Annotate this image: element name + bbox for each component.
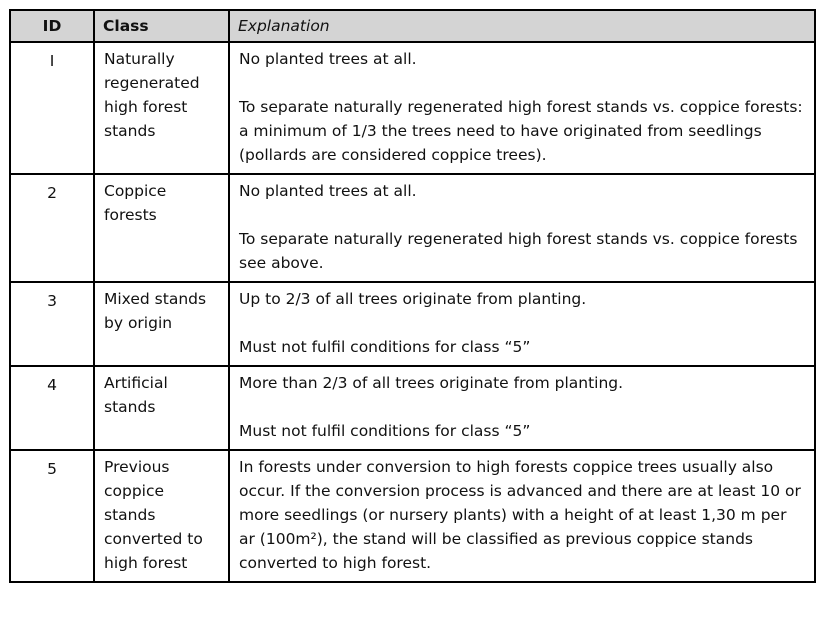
row-id: 5 [10,450,94,582]
row-class [94,366,229,450]
class-line: Mixed stands [104,290,207,308]
class-line: stands [104,506,156,524]
explanation-paragraph: More than 2/3 of all trees originate from planting. [239,374,624,392]
row-class [94,450,229,582]
class-line: high forest [104,554,188,572]
table-row [10,174,815,282]
class-line: stands [104,122,156,140]
row-class [94,174,229,282]
table-row [10,282,815,366]
row-id: I [10,42,94,174]
class-line: coppice [104,482,165,500]
class-line: Previous [104,458,170,476]
class-line: converted to [104,530,203,548]
row-explanation [229,174,815,282]
row-id: 2 [10,174,94,282]
class-line: Naturally [104,50,175,68]
row-id: 4 [10,366,94,450]
class-line: forests [104,206,157,224]
row-class [94,282,229,366]
header-class: Class [94,10,229,42]
row-explanation [229,42,815,174]
explanation-paragraph: To separate naturally regenerated high forest stands vs. coppice forests: a minimum of 1/3 the trees need to have originated from seedlings (pollards are considered coppice trees). [239,98,803,164]
class-line: high forest [104,98,188,116]
explanation-paragraph: Must not fulfil conditions for class “5” [239,422,531,440]
class-line: Coppice [104,182,167,200]
explanation-paragraph: In forests under conversion to high forests coppice trees usually also occur. If the conversion process is advanced and there are at least 10 or more seedlings (or nursery plants) with a height of at least 1,30 m per ar (100m²), the stand will be classified as previous coppice stands converted to high forest. [239,458,801,572]
class-line: stands [104,398,156,416]
row-class [94,42,229,174]
class-line: by origin [104,314,173,332]
explanation-paragraph: No planted trees at all. [239,50,417,68]
class-line: regenerated [104,74,200,92]
class-line: Artificial [104,374,168,392]
table-row [10,450,815,582]
row-explanation [229,366,815,450]
explanation-paragraph: To separate naturally regenerated high forest stands vs. coppice forests see above. [239,230,798,272]
table-row [10,42,815,174]
row-explanation [229,450,815,582]
row-id: 3 [10,282,94,366]
table-row [10,366,815,450]
forest-classification-table [9,9,816,583]
table-header-row [10,10,815,42]
header-explanation: Explanation [229,10,815,42]
header-id: ID [10,10,94,42]
row-explanation [229,282,815,366]
explanation-paragraph: Must not fulfil conditions for class “5” [239,338,531,356]
explanation-paragraph: Up to 2/3 of all trees originate from planting. [239,290,587,308]
explanation-paragraph: No planted trees at all. [239,182,417,200]
